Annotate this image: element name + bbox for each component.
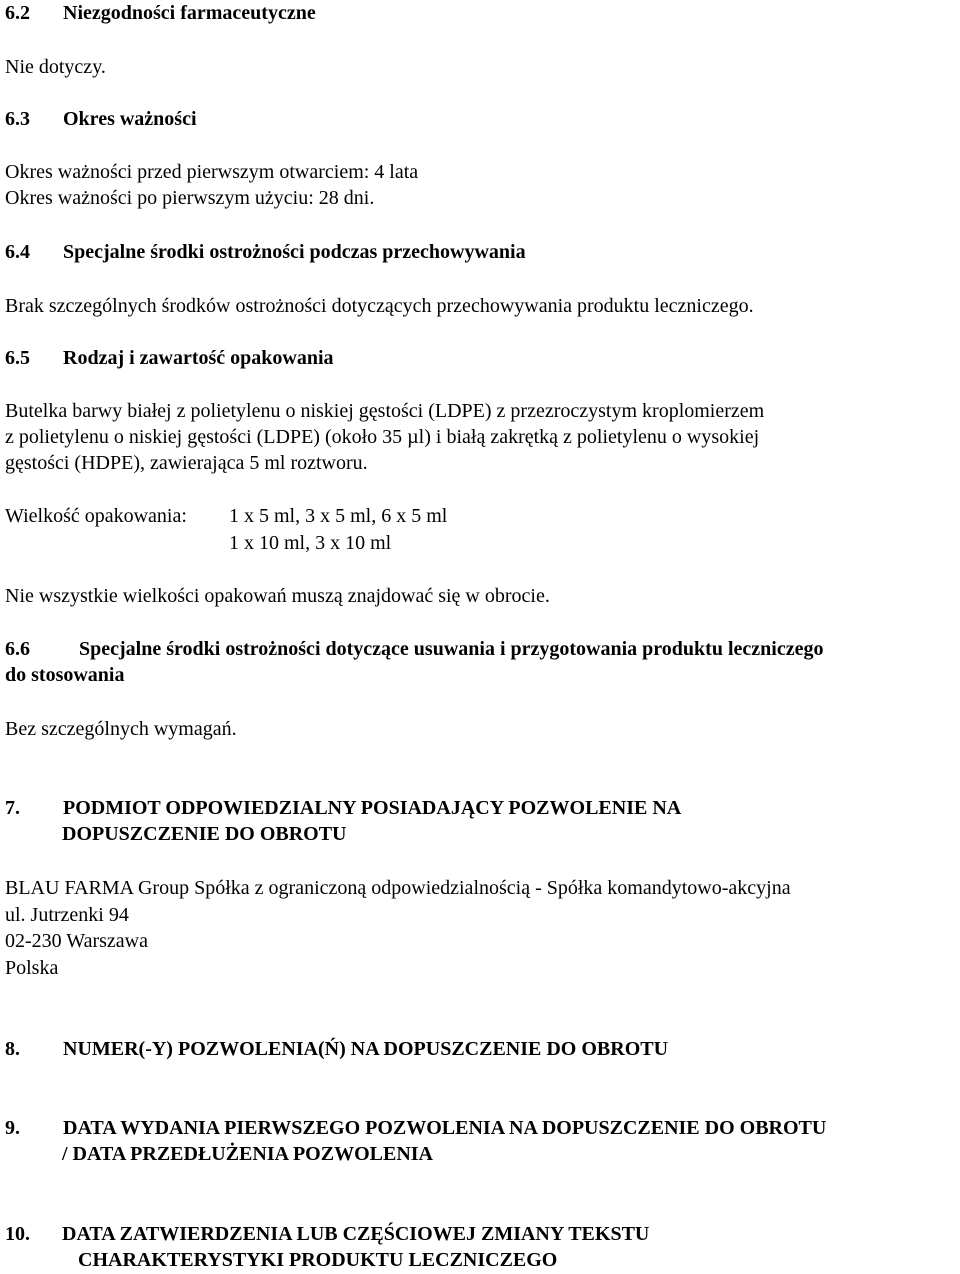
section-title: NUMER(-Y) POZWOLENIA(Ń) NA DOPUSZCZENIE DO OBROTU bbox=[63, 1038, 669, 1060]
section-title-continued: DOPUSZCZENIE DO OBROTU bbox=[62, 823, 347, 845]
paragraph: Nie wszystkie wielkości opakowań muszą znajdować się w obrocie. bbox=[5, 585, 550, 607]
section-title: DATA WYDANIA PIERWSZEGO POZWOLENIA NA DOPUSZCZENIE DO OBROTU bbox=[63, 1117, 827, 1139]
heading-6-6 bbox=[5, 636, 823, 663]
section-number: 6.5 bbox=[5, 347, 30, 369]
section-title: Specjalne środki ostrożności podczas przechowywania bbox=[63, 241, 526, 263]
section-title-continued: / DATA PRZEDŁUŻENIA POZWOLENIA bbox=[62, 1143, 433, 1165]
section-number: 7. bbox=[5, 797, 20, 819]
section-title: PODMIOT ODPOWIEDZIALNY POSIADAJĄCY POZWOLENIE NA bbox=[63, 797, 682, 819]
address-line: Polska bbox=[5, 957, 59, 979]
pack-size-line: 1 x 5 ml, 3 x 5 ml, 6 x 5 ml bbox=[229, 505, 448, 527]
section-number: 9. bbox=[5, 1117, 20, 1139]
paragraph: Nie dotyczy. bbox=[5, 56, 106, 78]
paragraph: Brak szczególnych środków ostrożności dotyczących przechowywania produktu leczniczego. bbox=[5, 295, 754, 317]
heading-9 bbox=[5, 1115, 826, 1142]
paragraph-line: z polietylenu o niskiej gęstości (LDPE) (około 35 µl) i białą zakrętką z polietylenu o wysokiej bbox=[5, 426, 760, 448]
section-title-continued: do stosowania bbox=[5, 664, 125, 686]
section-number: 10. bbox=[5, 1223, 30, 1245]
heading-6-5 bbox=[5, 345, 334, 372]
section-title: Rodzaj i zawartość opakowania bbox=[63, 347, 334, 369]
paragraph-line: gęstości (HDPE), zawierająca 5 ml roztworu. bbox=[5, 452, 368, 474]
address-line: BLAU FARMA Group Spółka z ograniczoną odpowiedzialnością - Spółka komandytowo-akcyjna bbox=[5, 877, 791, 899]
address-line: ul. Jutrzenki 94 bbox=[5, 904, 129, 926]
heading-7 bbox=[5, 795, 681, 822]
heading-8 bbox=[5, 1036, 668, 1063]
heading-6-3 bbox=[5, 106, 197, 133]
section-title: DATA ZATWIERDZENIA LUB CZĘŚCIOWEJ ZMIANY TEKSTU bbox=[62, 1223, 650, 1245]
heading-10 bbox=[5, 1221, 649, 1248]
section-number: 6.3 bbox=[5, 108, 30, 130]
pack-size-label: Wielkość opakowania: bbox=[5, 505, 187, 527]
pack-size-line: 1 x 10 ml, 3 x 10 ml bbox=[229, 532, 392, 554]
paragraph: Bez szczególnych wymagań. bbox=[5, 718, 237, 740]
heading-6-2 bbox=[5, 0, 316, 27]
heading-6-4 bbox=[5, 239, 526, 266]
section-number: 6.6 bbox=[5, 638, 30, 660]
section-number: 6.4 bbox=[5, 241, 30, 263]
section-number: 6.2 bbox=[5, 2, 30, 24]
paragraph-line: Butelka barwy białej z polietylenu o niskiej gęstości (LDPE) z przezroczystym kroplomierzem bbox=[5, 400, 765, 422]
section-title-continued: CHARAKTERYSTYKI PRODUKTU LECZNICZEGO bbox=[78, 1249, 558, 1271]
section-title: Okres ważności bbox=[63, 108, 197, 130]
section-number: 8. bbox=[5, 1038, 20, 1060]
paragraph-line: Okres ważności przed pierwszym otwarciem: 4 lata bbox=[5, 161, 419, 183]
paragraph-line: Okres ważności po pierwszym użyciu: 28 dni. bbox=[5, 187, 375, 209]
section-title: Specjalne środki ostrożności dotyczące usuwania i przygotowania produktu leczniczego bbox=[79, 638, 824, 660]
section-title: Niezgodności farmaceutyczne bbox=[63, 2, 316, 24]
address-line: 02-230 Warszawa bbox=[5, 930, 148, 952]
